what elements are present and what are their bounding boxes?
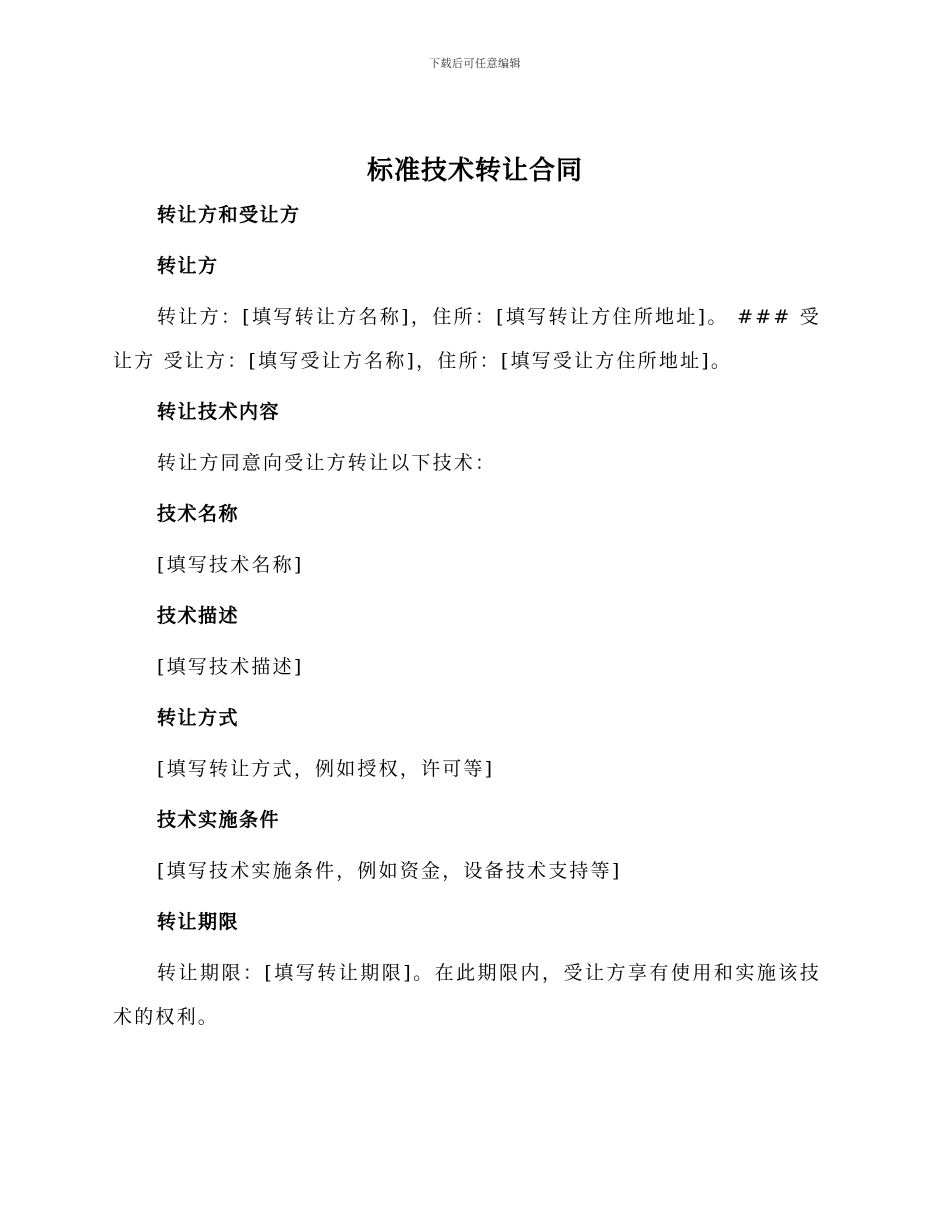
para-tech-content: 转让方同意向受让方转让以下技术： xyxy=(157,452,497,474)
heading-impl-conditions: 技术实施条件 xyxy=(157,809,281,831)
heading-tech-content: 转让技术内容 xyxy=(157,401,281,423)
para-parties-detail: 转让方：[填写转让方名称]，住所：[填写转让方住所地址]。 ### 受让方 受让方：[填写受让方名称]，住所：[填写受让方住所地址]。 xyxy=(113,306,821,372)
document-title: 标准技术转让合同 xyxy=(366,156,583,186)
para-tech-name: [填写技术名称] xyxy=(157,554,304,576)
heading-tech-name: 技术名称 xyxy=(157,503,240,525)
header-note: 下载后可任意编辑 xyxy=(429,57,521,70)
para-tech-desc: [填写技术描述] xyxy=(157,656,304,678)
heading-tech-desc: 技术描述 xyxy=(157,605,240,627)
heading-transferor: 转让方 xyxy=(157,255,219,277)
para-transfer-term: 转让期限：[填写转让期限]。在此期限内，受让方享有使用和实施该技术的权利。 xyxy=(113,962,821,1028)
para-impl-conditions: [填写技术实施条件，例如资金，设备技术支持等] xyxy=(157,860,622,882)
para-transfer-method: [填写转让方式，例如授权，许可等] xyxy=(157,758,495,780)
document-body xyxy=(113,193,821,1046)
heading-parties: 转让方和受让方 xyxy=(157,204,301,226)
heading-transfer-method: 转让方式 xyxy=(157,707,240,729)
heading-transfer-term: 转让期限 xyxy=(157,911,240,933)
